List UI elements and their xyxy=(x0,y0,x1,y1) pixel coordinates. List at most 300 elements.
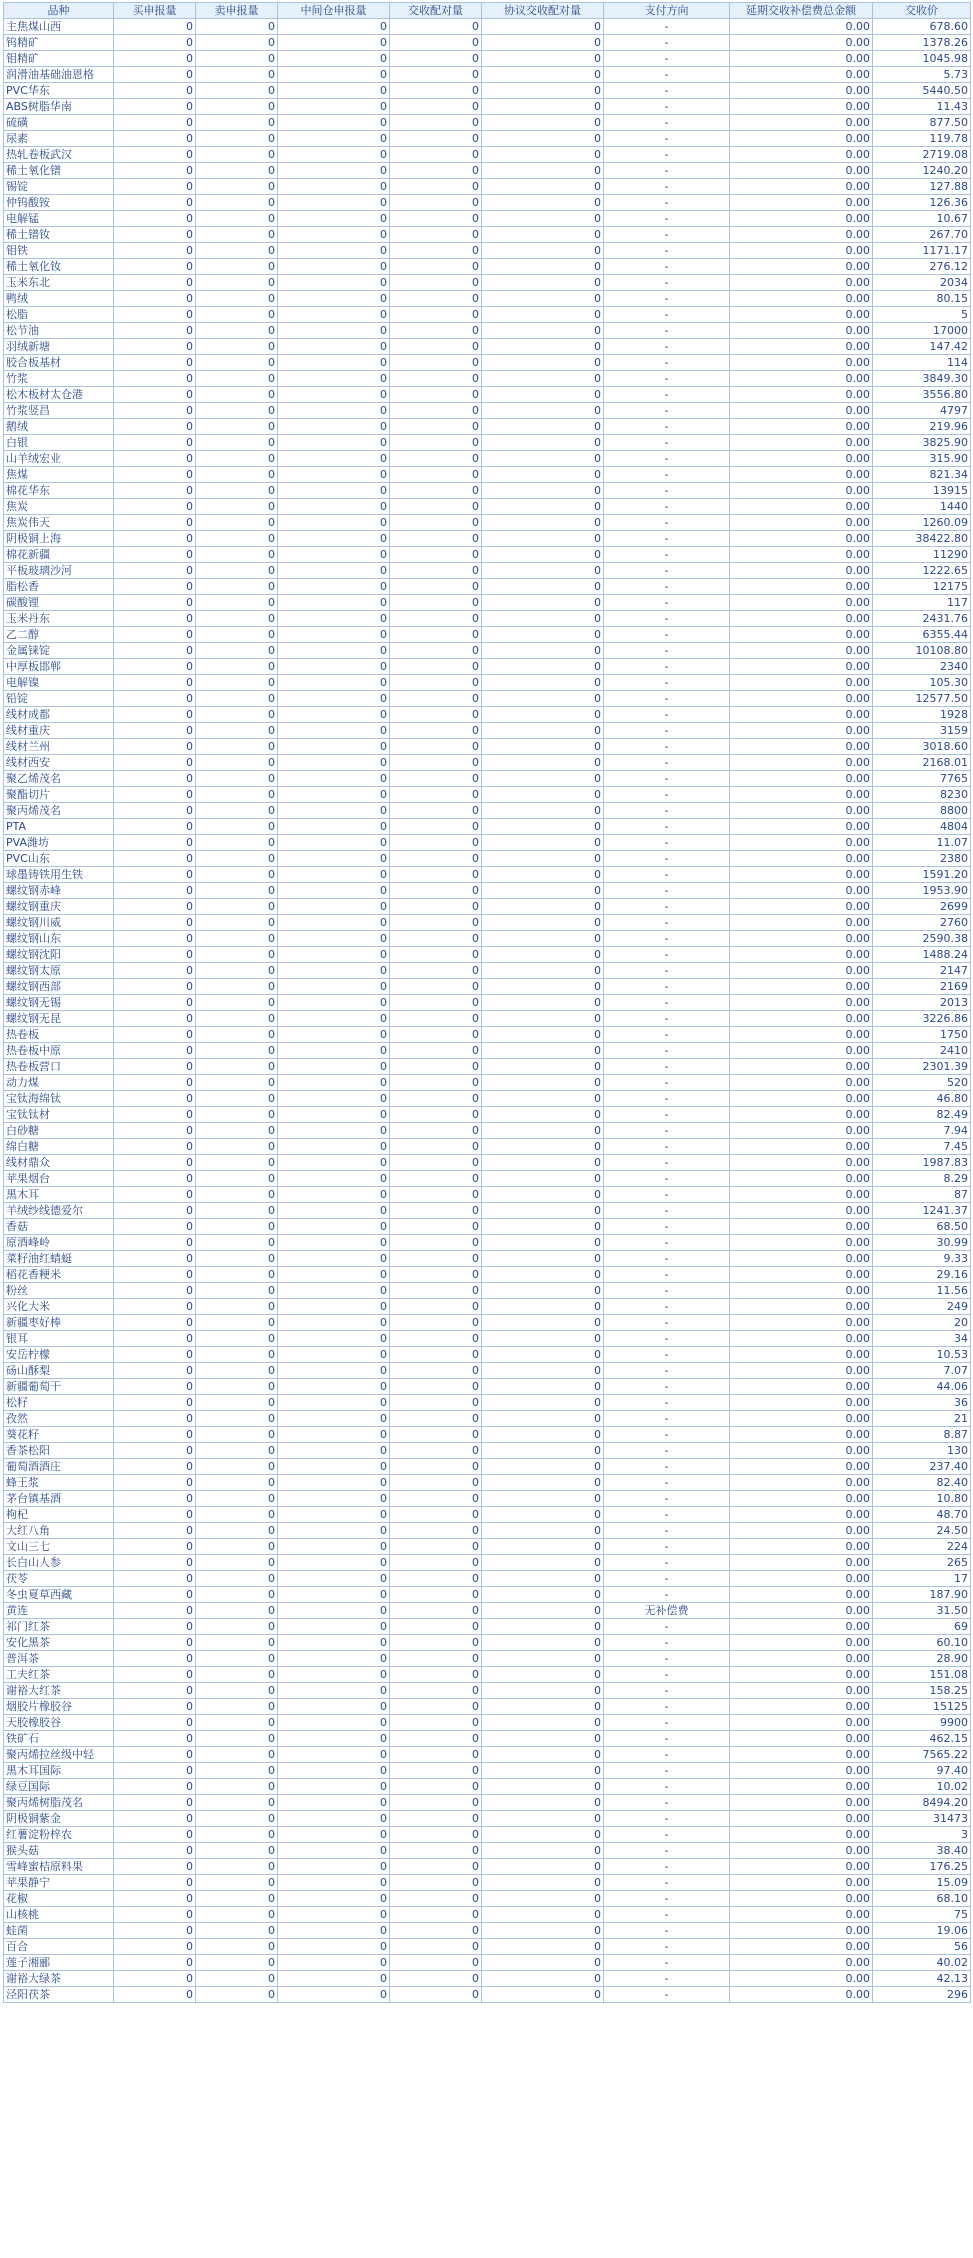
cell-variety: 电解镍 xyxy=(4,675,114,691)
cell-variety: 安化黑茶 xyxy=(4,1635,114,1651)
cell-variety: 白银 xyxy=(4,435,114,451)
cell-payment-direction: - xyxy=(604,355,730,371)
cell-agreement-matched-qty: 0 xyxy=(482,1411,604,1427)
cell-payment-direction: - xyxy=(604,1091,730,1107)
cell-payment-direction: - xyxy=(604,1251,730,1267)
cell-sell-qty: 0 xyxy=(196,1491,278,1507)
cell-sell-qty: 0 xyxy=(196,867,278,883)
cell-intermediate-qty: 0 xyxy=(278,1059,390,1075)
cell-intermediate-qty: 0 xyxy=(278,963,390,979)
cell-buy-qty: 0 xyxy=(114,1363,196,1379)
cell-sell-qty: 0 xyxy=(196,51,278,67)
cell-sell-qty: 0 xyxy=(196,83,278,99)
cell-variety: 尿素 xyxy=(4,131,114,147)
cell-buy-qty: 0 xyxy=(114,1491,196,1507)
cell-payment-direction: - xyxy=(604,83,730,99)
cell-delivery-price: 265 xyxy=(873,1555,971,1571)
table-row xyxy=(4,947,971,963)
cell-sell-qty: 0 xyxy=(196,1843,278,1859)
cell-delivery-price: 56 xyxy=(873,1939,971,1955)
cell-compensation-total: 0.00 xyxy=(730,1747,873,1763)
cell-payment-direction: - xyxy=(604,1987,730,2003)
cell-matched-qty: 0 xyxy=(390,643,482,659)
cell-agreement-matched-qty: 0 xyxy=(482,787,604,803)
cell-agreement-matched-qty: 0 xyxy=(482,931,604,947)
cell-compensation-total: 0.00 xyxy=(730,131,873,147)
cell-payment-direction: - xyxy=(604,1203,730,1219)
table-row xyxy=(4,995,971,1011)
cell-sell-qty: 0 xyxy=(196,1427,278,1443)
cell-matched-qty: 0 xyxy=(390,1811,482,1827)
cell-buy-qty: 0 xyxy=(114,1651,196,1667)
cell-compensation-total: 0.00 xyxy=(730,771,873,787)
cell-sell-qty: 0 xyxy=(196,19,278,35)
cell-delivery-price: 34 xyxy=(873,1331,971,1347)
cell-compensation-total: 0.00 xyxy=(730,1155,873,1171)
cell-intermediate-qty: 0 xyxy=(278,1699,390,1715)
cell-variety: 谢裕大绿茶 xyxy=(4,1971,114,1987)
cell-compensation-total: 0.00 xyxy=(730,275,873,291)
cell-sell-qty: 0 xyxy=(196,563,278,579)
cell-delivery-price: 2380 xyxy=(873,851,971,867)
cell-payment-direction: - xyxy=(604,1299,730,1315)
table-row xyxy=(4,979,971,995)
cell-payment-direction: - xyxy=(604,1843,730,1859)
cell-sell-qty: 0 xyxy=(196,419,278,435)
cell-variety: 聚乙烯茂名 xyxy=(4,771,114,787)
cell-matched-qty: 0 xyxy=(390,275,482,291)
cell-matched-qty: 0 xyxy=(390,1667,482,1683)
cell-compensation-total: 0.00 xyxy=(730,819,873,835)
cell-agreement-matched-qty: 0 xyxy=(482,1059,604,1075)
cell-variety: 动力煤 xyxy=(4,1075,114,1091)
cell-buy-qty: 0 xyxy=(114,1891,196,1907)
cell-agreement-matched-qty: 0 xyxy=(482,323,604,339)
cell-delivery-price: 1928 xyxy=(873,707,971,723)
cell-intermediate-qty: 0 xyxy=(278,867,390,883)
table-row xyxy=(4,851,971,867)
cell-payment-direction: - xyxy=(604,323,730,339)
cell-payment-direction: - xyxy=(604,1523,730,1539)
cell-delivery-price: 127.88 xyxy=(873,179,971,195)
cell-variety: 工夫红茶 xyxy=(4,1667,114,1683)
cell-agreement-matched-qty: 0 xyxy=(482,371,604,387)
cell-intermediate-qty: 0 xyxy=(278,1939,390,1955)
cell-buy-qty: 0 xyxy=(114,467,196,483)
table-row xyxy=(4,867,971,883)
cell-sell-qty: 0 xyxy=(196,675,278,691)
cell-delivery-price: 1240.20 xyxy=(873,163,971,179)
cell-buy-qty: 0 xyxy=(114,1667,196,1683)
cell-intermediate-qty: 0 xyxy=(278,1987,390,2003)
cell-variety: 焦炭伟天 xyxy=(4,515,114,531)
cell-agreement-matched-qty: 0 xyxy=(482,819,604,835)
cell-delivery-price: 3825.90 xyxy=(873,435,971,451)
cell-payment-direction: - xyxy=(604,1587,730,1603)
cell-variety: 黑木耳国际 xyxy=(4,1763,114,1779)
cell-agreement-matched-qty: 0 xyxy=(482,211,604,227)
cell-agreement-matched-qty: 0 xyxy=(482,1779,604,1795)
cell-compensation-total: 0.00 xyxy=(730,547,873,563)
cell-variety: 祁门红茶 xyxy=(4,1619,114,1635)
cell-payment-direction: - xyxy=(604,19,730,35)
cell-payment-direction: - xyxy=(604,1187,730,1203)
cell-payment-direction: - xyxy=(604,1939,730,1955)
cell-sell-qty: 0 xyxy=(196,339,278,355)
cell-intermediate-qty: 0 xyxy=(278,51,390,67)
cell-variety: 热卷板中原 xyxy=(4,1043,114,1059)
table-row xyxy=(4,1875,971,1891)
cell-sell-qty: 0 xyxy=(196,67,278,83)
cell-agreement-matched-qty: 0 xyxy=(482,1091,604,1107)
cell-delivery-price: 31473 xyxy=(873,1811,971,1827)
cell-delivery-price: 2168.01 xyxy=(873,755,971,771)
cell-agreement-matched-qty: 0 xyxy=(482,1187,604,1203)
table-row xyxy=(4,1603,971,1619)
cell-agreement-matched-qty: 0 xyxy=(482,227,604,243)
cell-delivery-price: 8.29 xyxy=(873,1171,971,1187)
cell-matched-qty: 0 xyxy=(390,1267,482,1283)
table-row xyxy=(4,675,971,691)
cell-matched-qty: 0 xyxy=(390,1539,482,1555)
cell-delivery-price: 11.56 xyxy=(873,1283,971,1299)
cell-compensation-total: 0.00 xyxy=(730,1507,873,1523)
cell-agreement-matched-qty: 0 xyxy=(482,899,604,915)
cell-delivery-price: 17000 xyxy=(873,323,971,339)
cell-variety: 螺纹钢无锡 xyxy=(4,995,114,1011)
cell-delivery-price: 1241.37 xyxy=(873,1203,971,1219)
cell-sell-qty: 0 xyxy=(196,1635,278,1651)
cell-intermediate-qty: 0 xyxy=(278,1219,390,1235)
cell-payment-direction: - xyxy=(604,35,730,51)
cell-compensation-total: 0.00 xyxy=(730,1139,873,1155)
cell-payment-direction: - xyxy=(604,1283,730,1299)
cell-payment-direction: - xyxy=(604,1171,730,1187)
cell-payment-direction: - xyxy=(604,307,730,323)
cell-compensation-total: 0.00 xyxy=(730,67,873,83)
cell-payment-direction: - xyxy=(604,467,730,483)
cell-sell-qty: 0 xyxy=(196,1251,278,1267)
cell-delivery-price: 97.40 xyxy=(873,1763,971,1779)
cell-buy-qty: 0 xyxy=(114,1971,196,1987)
cell-compensation-total: 0.00 xyxy=(730,1043,873,1059)
cell-matched-qty: 0 xyxy=(390,1907,482,1923)
cell-intermediate-qty: 0 xyxy=(278,1475,390,1491)
cell-delivery-price: 7.45 xyxy=(873,1139,971,1155)
cell-intermediate-qty: 0 xyxy=(278,915,390,931)
cell-matched-qty: 0 xyxy=(390,707,482,723)
cell-intermediate-qty: 0 xyxy=(278,659,390,675)
cell-buy-qty: 0 xyxy=(114,1315,196,1331)
cell-compensation-total: 0.00 xyxy=(730,291,873,307)
cell-matched-qty: 0 xyxy=(390,883,482,899)
cell-buy-qty: 0 xyxy=(114,931,196,947)
cell-variety: 谢裕大红茶 xyxy=(4,1683,114,1699)
cell-variety: 松节油 xyxy=(4,323,114,339)
cell-buy-qty: 0 xyxy=(114,1603,196,1619)
cell-compensation-total: 0.00 xyxy=(730,1187,873,1203)
cell-intermediate-qty: 0 xyxy=(278,1539,390,1555)
cell-variety: 香茶松阳 xyxy=(4,1443,114,1459)
cell-intermediate-qty: 0 xyxy=(278,83,390,99)
cell-sell-qty: 0 xyxy=(196,579,278,595)
cell-intermediate-qty: 0 xyxy=(278,483,390,499)
cell-sell-qty: 0 xyxy=(196,547,278,563)
cell-delivery-price: 10.53 xyxy=(873,1347,971,1363)
cell-agreement-matched-qty: 0 xyxy=(482,35,604,51)
cell-agreement-matched-qty: 0 xyxy=(482,771,604,787)
cell-buy-qty: 0 xyxy=(114,1715,196,1731)
cell-payment-direction: - xyxy=(604,1267,730,1283)
cell-compensation-total: 0.00 xyxy=(730,1203,873,1219)
cell-matched-qty: 0 xyxy=(390,547,482,563)
cell-intermediate-qty: 0 xyxy=(278,99,390,115)
table-row xyxy=(4,339,971,355)
cell-sell-qty: 0 xyxy=(196,819,278,835)
cell-variety: 阴极铜紫金 xyxy=(4,1811,114,1827)
cell-payment-direction: - xyxy=(604,1427,730,1443)
cell-matched-qty: 0 xyxy=(390,1507,482,1523)
cell-buy-qty: 0 xyxy=(114,195,196,211)
cell-variety: 钼精矿 xyxy=(4,51,114,67)
cell-variety: 铅锭 xyxy=(4,691,114,707)
cell-payment-direction: - xyxy=(604,643,730,659)
cell-compensation-total: 0.00 xyxy=(730,1555,873,1571)
cell-sell-qty: 0 xyxy=(196,739,278,755)
cell-matched-qty: 0 xyxy=(390,51,482,67)
cell-sell-qty: 0 xyxy=(196,227,278,243)
cell-sell-qty: 0 xyxy=(196,1667,278,1683)
cell-intermediate-qty: 0 xyxy=(278,131,390,147)
cell-agreement-matched-qty: 0 xyxy=(482,339,604,355)
cell-buy-qty: 0 xyxy=(114,1427,196,1443)
cell-variety: 香菇 xyxy=(4,1219,114,1235)
cell-sell-qty: 0 xyxy=(196,1171,278,1187)
table-row xyxy=(4,1667,971,1683)
cell-agreement-matched-qty: 0 xyxy=(482,563,604,579)
cell-sell-qty: 0 xyxy=(196,1459,278,1475)
cell-agreement-matched-qty: 0 xyxy=(482,243,604,259)
cell-buy-qty: 0 xyxy=(114,1027,196,1043)
cell-matched-qty: 0 xyxy=(390,1347,482,1363)
cell-buy-qty: 0 xyxy=(114,1219,196,1235)
cell-variety: 茅台镇基酒 xyxy=(4,1491,114,1507)
table-row xyxy=(4,195,971,211)
cell-buy-qty: 0 xyxy=(114,355,196,371)
cell-agreement-matched-qty: 0 xyxy=(482,1027,604,1043)
cell-matched-qty: 0 xyxy=(390,803,482,819)
cell-intermediate-qty: 0 xyxy=(278,675,390,691)
table-row xyxy=(4,963,971,979)
cell-variety: 松木板材太仓港 xyxy=(4,387,114,403)
cell-matched-qty: 0 xyxy=(390,1363,482,1379)
cell-agreement-matched-qty: 0 xyxy=(482,1859,604,1875)
cell-agreement-matched-qty: 0 xyxy=(482,387,604,403)
cell-compensation-total: 0.00 xyxy=(730,659,873,675)
cell-delivery-price: 520 xyxy=(873,1075,971,1091)
cell-matched-qty: 0 xyxy=(390,1443,482,1459)
cell-intermediate-qty: 0 xyxy=(278,355,390,371)
cell-buy-qty: 0 xyxy=(114,739,196,755)
cell-compensation-total: 0.00 xyxy=(730,451,873,467)
cell-intermediate-qty: 0 xyxy=(278,1971,390,1987)
cell-compensation-total: 0.00 xyxy=(730,115,873,131)
cell-payment-direction: - xyxy=(604,115,730,131)
cell-matched-qty: 0 xyxy=(390,259,482,275)
cell-buy-qty: 0 xyxy=(114,755,196,771)
cell-delivery-price: 9900 xyxy=(873,1715,971,1731)
cell-intermediate-qty: 0 xyxy=(278,1619,390,1635)
cell-delivery-price: 2013 xyxy=(873,995,971,1011)
cell-agreement-matched-qty: 0 xyxy=(482,851,604,867)
table-row xyxy=(4,1427,971,1443)
cell-variety: 阴极铜上海 xyxy=(4,531,114,547)
cell-payment-direction: - xyxy=(604,1923,730,1939)
cell-compensation-total: 0.00 xyxy=(730,1251,873,1267)
cell-compensation-total: 0.00 xyxy=(730,435,873,451)
cell-sell-qty: 0 xyxy=(196,755,278,771)
cell-buy-qty: 0 xyxy=(114,115,196,131)
cell-variety: 山羊绒宏业 xyxy=(4,451,114,467)
cell-buy-qty: 0 xyxy=(114,1635,196,1651)
cell-compensation-total: 0.00 xyxy=(730,1411,873,1427)
cell-matched-qty: 0 xyxy=(390,931,482,947)
cell-agreement-matched-qty: 0 xyxy=(482,403,604,419)
cell-buy-qty: 0 xyxy=(114,1171,196,1187)
cell-matched-qty: 0 xyxy=(390,723,482,739)
cell-delivery-price: 2034 xyxy=(873,275,971,291)
cell-intermediate-qty: 0 xyxy=(278,899,390,915)
cell-sell-qty: 0 xyxy=(196,1315,278,1331)
cell-delivery-price: 21 xyxy=(873,1411,971,1427)
cell-buy-qty: 0 xyxy=(114,1091,196,1107)
cell-intermediate-qty: 0 xyxy=(278,1203,390,1219)
cell-payment-direction: - xyxy=(604,1875,730,1891)
cell-sell-qty: 0 xyxy=(196,1363,278,1379)
cell-buy-qty: 0 xyxy=(114,499,196,515)
cell-matched-qty: 0 xyxy=(390,1763,482,1779)
cell-agreement-matched-qty: 0 xyxy=(482,915,604,931)
table-row xyxy=(4,547,971,563)
cell-matched-qty: 0 xyxy=(390,515,482,531)
cell-matched-qty: 0 xyxy=(390,1027,482,1043)
cell-matched-qty: 0 xyxy=(390,227,482,243)
cell-intermediate-qty: 0 xyxy=(278,419,390,435)
cell-variety: 螺纹钢山东 xyxy=(4,931,114,947)
cell-buy-qty: 0 xyxy=(114,1779,196,1795)
cell-buy-qty: 0 xyxy=(114,659,196,675)
cell-delivery-price: 11.43 xyxy=(873,99,971,115)
cell-compensation-total: 0.00 xyxy=(730,691,873,707)
cell-payment-direction: - xyxy=(604,883,730,899)
cell-delivery-price: 2699 xyxy=(873,899,971,915)
cell-payment-direction: - xyxy=(604,1667,730,1683)
cell-sell-qty: 0 xyxy=(196,995,278,1011)
cell-sell-qty: 0 xyxy=(196,1939,278,1955)
cell-buy-qty: 0 xyxy=(114,1731,196,1747)
cell-delivery-price: 75 xyxy=(873,1907,971,1923)
cell-matched-qty: 0 xyxy=(390,1651,482,1667)
cell-compensation-total: 0.00 xyxy=(730,787,873,803)
cell-sell-qty: 0 xyxy=(196,467,278,483)
cell-matched-qty: 0 xyxy=(390,1251,482,1267)
cell-delivery-price: 237.40 xyxy=(873,1459,971,1475)
cell-compensation-total: 0.00 xyxy=(730,851,873,867)
cell-variety: 普洱茶 xyxy=(4,1651,114,1667)
cell-variety: 红薯淀粉梓农 xyxy=(4,1827,114,1843)
cell-buy-qty: 0 xyxy=(114,1875,196,1891)
cell-delivery-price: 130 xyxy=(873,1443,971,1459)
cell-intermediate-qty: 0 xyxy=(278,67,390,83)
table-row xyxy=(4,643,971,659)
cell-payment-direction: - xyxy=(604,1891,730,1907)
cell-delivery-price: 24.50 xyxy=(873,1523,971,1539)
cell-compensation-total: 0.00 xyxy=(730,1779,873,1795)
cell-intermediate-qty: 0 xyxy=(278,195,390,211)
cell-payment-direction: - xyxy=(604,691,730,707)
cell-payment-direction: - xyxy=(604,979,730,995)
cell-matched-qty: 0 xyxy=(390,771,482,787)
cell-sell-qty: 0 xyxy=(196,259,278,275)
cell-intermediate-qty: 0 xyxy=(278,1731,390,1747)
cell-delivery-price: 5.73 xyxy=(873,67,971,83)
cell-intermediate-qty: 0 xyxy=(278,467,390,483)
cell-payment-direction: - xyxy=(604,1907,730,1923)
cell-variety: 稀土氧化镨 xyxy=(4,163,114,179)
cell-sell-qty: 0 xyxy=(196,1795,278,1811)
cell-matched-qty: 0 xyxy=(390,1075,482,1091)
cell-matched-qty: 0 xyxy=(390,963,482,979)
cell-delivery-price: 2431.76 xyxy=(873,611,971,627)
table-row xyxy=(4,435,971,451)
cell-variety: 螺纹钢太原 xyxy=(4,963,114,979)
cell-sell-qty: 0 xyxy=(196,1603,278,1619)
cell-intermediate-qty: 0 xyxy=(278,387,390,403)
cell-intermediate-qty: 0 xyxy=(278,1491,390,1507)
cell-compensation-total: 0.00 xyxy=(730,1763,873,1779)
cell-payment-direction: - xyxy=(604,131,730,147)
cell-buy-qty: 0 xyxy=(114,1235,196,1251)
table-row xyxy=(4,595,971,611)
table-row xyxy=(4,451,971,467)
cell-buy-qty: 0 xyxy=(114,1827,196,1843)
cell-intermediate-qty: 0 xyxy=(278,1235,390,1251)
cell-compensation-total: 0.00 xyxy=(730,371,873,387)
cell-buy-qty: 0 xyxy=(114,1059,196,1075)
cell-matched-qty: 0 xyxy=(390,1635,482,1651)
cell-delivery-price: 82.49 xyxy=(873,1107,971,1123)
cell-delivery-price: 2760 xyxy=(873,915,971,931)
cell-agreement-matched-qty: 0 xyxy=(482,499,604,515)
cell-agreement-matched-qty: 0 xyxy=(482,1203,604,1219)
table-row xyxy=(4,1059,971,1075)
table-row xyxy=(4,1027,971,1043)
cell-payment-direction: - xyxy=(604,1443,730,1459)
cell-agreement-matched-qty: 0 xyxy=(482,1459,604,1475)
cell-agreement-matched-qty: 0 xyxy=(482,1139,604,1155)
cell-matched-qty: 0 xyxy=(390,1395,482,1411)
cell-agreement-matched-qty: 0 xyxy=(482,739,604,755)
cell-variety: 铁矿石 xyxy=(4,1731,114,1747)
cell-intermediate-qty: 0 xyxy=(278,1715,390,1731)
cell-variety: PVA潍坊 xyxy=(4,835,114,851)
cell-intermediate-qty: 0 xyxy=(278,1347,390,1363)
cell-delivery-price: 8494.20 xyxy=(873,1795,971,1811)
cell-buy-qty: 0 xyxy=(114,35,196,51)
cell-variety: 松脂 xyxy=(4,307,114,323)
cell-matched-qty: 0 xyxy=(390,531,482,547)
cell-matched-qty: 0 xyxy=(390,1427,482,1443)
